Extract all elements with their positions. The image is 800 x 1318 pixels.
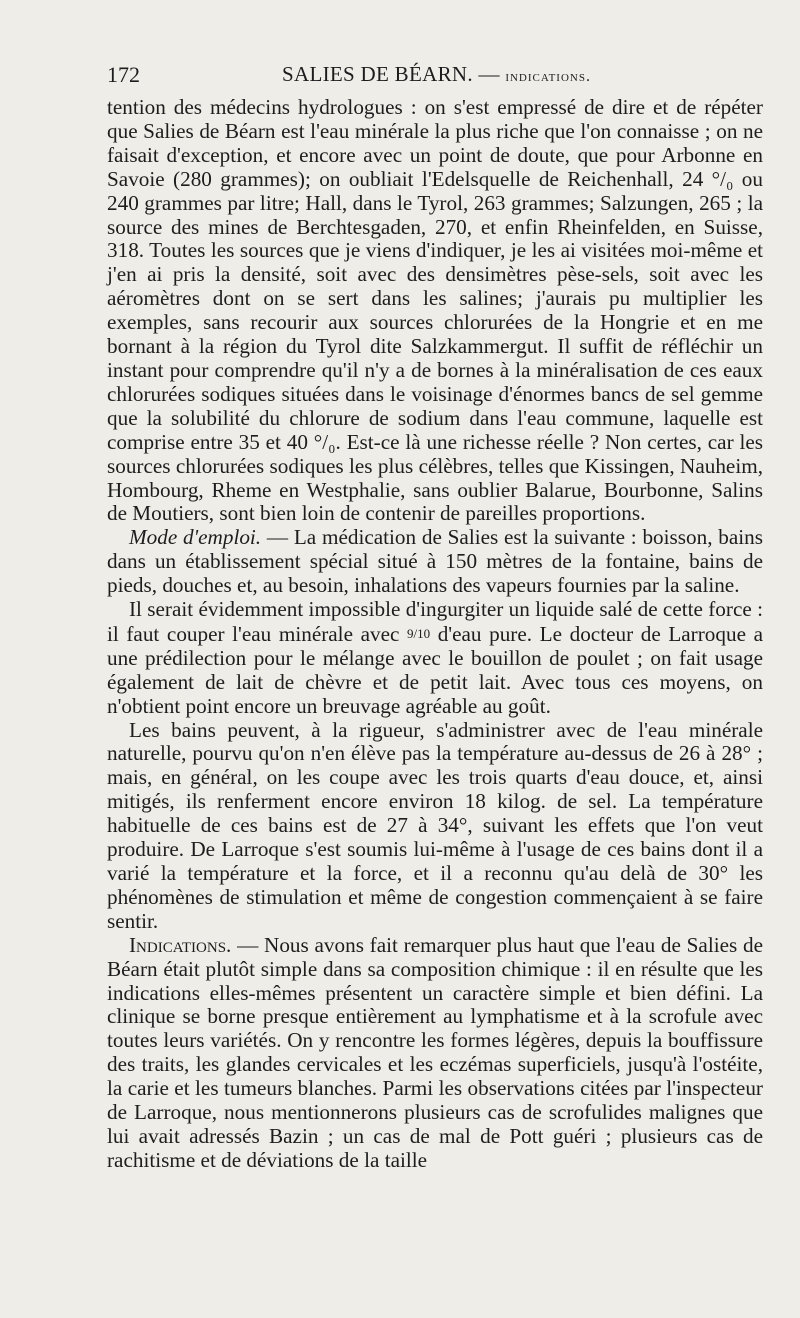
running-title-text: SALIES DE BÉARN. — [282,62,500,86]
page-header [107,62,760,92]
paragraph-indications [107,934,763,1173]
running-section: indications. [505,68,591,85]
fraction: 9/10 [406,625,431,641]
page-number: 172 [107,62,140,87]
paragraph-mode-emploi [107,526,763,598]
paragraph-4: Les bains peuvent, à la rigueur, s'administrer avec de l'eau minérale naturelle, pourvu qu'on n'en élève pas la température au-dessus de 26 à 28° ; mais, en général, on les coupe avec les trois quarts d'eau douce, et, ainsi mitigés, ils renferment encore environ 18 kilog. de sel. La température habituelle de ces bains est de 27 à 34°, suivant les effets que l'on veut produire. De Larroque s'est soumis lui-même à l'usage de ces bains dont il a varié la température et la force, et il a reconnu qu'au delà de 30° les phénomènes de stimulation et même de congestion commençaient à se faire sentir. [107,717,763,933]
mode-emploi-text: — La médication de Salies est la suivante : boisson, bains dans un établissement spécial situé à 150 mètres de la fontaine, bains de pieds, douches et, au besoin, inhalations des vapeurs fournies par la saline. [107,525,763,598]
indications-text: — Nous avons fait remarquer plus haut que l'eau de Salies de Béarn était plutôt simple dans sa composition chimique : il en résulte que les indications elles-mêmes présentent un caractère simple et bien défini. La clinique se borne presque entièrement au lymphatisme et à la scrofule avec toutes leurs variétés. On y rencontre les formes légères, depuis la bouffissure des traits, les glandes cervicales et les eczémas superficiels, jusqu'à l'ostéite, la carie et les tumeurs blanches. Parmi les observations citées par l'inspecteur de Larroque, nous mentionnerons plusieurs cas de scrofulides malignes que lui avait adressés Bazin ; un cas de mal de Pott guéri ; plusieurs cas de rachitisme et de déviations de la taille [107,932,763,1172]
paragraph-1: tention des médecins hydrologues : on s'est empressé de dire et de répéter que Salies de Béarn est l'eau minérale la plus riche que l'on connaisse ; on ne faisait d'exception, et encore avec un point de doute, que pour Arbonne en Savoie (280 grammes); on oubliait l'Edelsquelle de Reichenhall, 24 °/₀ ou 240 grammes par litre; Hall, dans le Tyrol, 263 grammes; Salzungen, 265 ; la source des mines de Berchtesgaden, 270, et enfin Rheinfelden, en Suisse, 318. Toutes les sources que je viens d'indiquer, je les ai visitées moi-même et j'en ai pris la densité, soit avec des densimètres pèse-sels, soit avec les aéromètres dont on se sert dans les salines; j'aurais pu multiplier les exemples, sans recourir aux sources chlorurées de la Hongrie et en me bornant à la région du Tyrol dite Salzkammergut. Il suffit de réfléchir un instant pour comprendre qu'il n'y a de bornes à la minéralisation de ces eaux chlorurées sodiques situées dans le voisinage d'énormes bancs de sel gemme que la solubilité du chlorure de sodium dans l'eau commune, laquelle est comprise entre 35 et 40 °/₀. Est-ce là une richesse réelle ? Non certes, car les sources chlorurées sodiques les plus célèbres, telles que Kissingen, Nauheim, Hombourg, Rheme en Westphalie, sans oublier Balarue, Bourbonne, Salins de Moutiers, sont bien loin de contenir de pareilles proportions. [107,95,763,526]
indications-heading: Indications. [129,932,232,957]
paragraph-3 [107,598,763,719]
running-title [282,62,591,87]
paragraph-3-part-2: d'eau pure. Le docteur de Larroque a une prédilection pour le mélange avec le bouillon de poulet ; on fait usage également de lait de chèvre et de petit lait. Avec tous ces moyens, on n'obtient point encore un breuvage agréable au goût. [107,621,763,718]
body-text [107,96,763,1173]
mode-emploi-heading: Mode d'emploi. [129,525,262,550]
paragraph-3-part-1: Il serait évidemment impossible d'ingurgiter un liquide salé de cette force : il faut couper l'eau minérale avec [107,597,763,646]
